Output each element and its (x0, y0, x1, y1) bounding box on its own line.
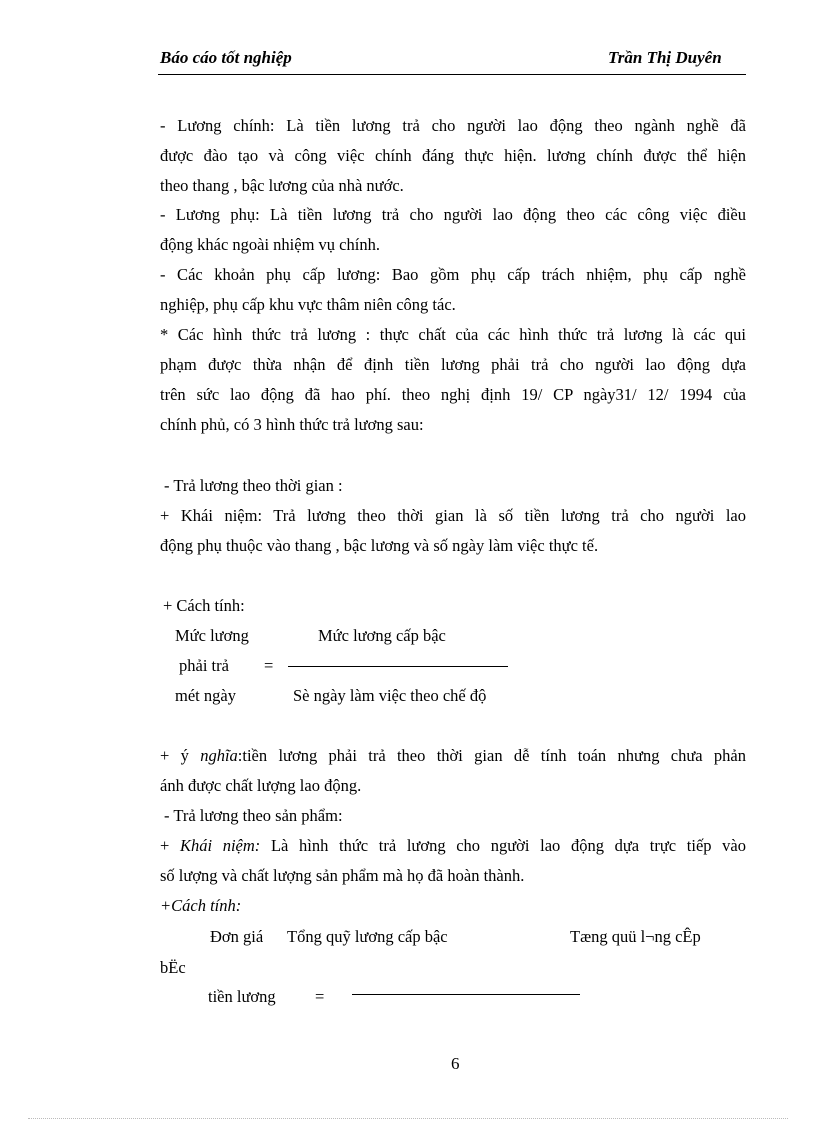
paragraph-line: động khác ngoài nhiệm vụ chính. (160, 235, 380, 254)
formula2-fraction-bar (352, 994, 580, 995)
definition-label: Khái niệm: (179, 836, 261, 855)
paragraph-line: số lượng và chất lượng sản phẩm mà họ đã hoàn thành. (160, 866, 525, 885)
meaning-prefix: + ý (160, 746, 201, 765)
header-divider (158, 74, 746, 75)
formula1-lhs-line2: phải trả (179, 656, 229, 675)
page-bottom-border (28, 1118, 788, 1119)
formula2-lhs-line1: Đơn giá (210, 927, 264, 946)
paragraph-line: chính phủ, có 3 hình thức trả lương sau: (160, 415, 424, 434)
formula2-numerator: Tổng quỹ lương cấp bậc (287, 927, 448, 946)
formula1-denominator: Sè ngày làm việc theo chế độ (293, 686, 487, 705)
calc-heading: + Cách tính: (163, 596, 245, 615)
paragraph-line: - Lương phụ: Là tiền lương trả cho người lao động theo các công việc điều (160, 205, 746, 224)
paragraph-line: phạm được thừa nhận để định tiền lương phải trả cho người lao động dựa (160, 355, 746, 374)
header-title: Báo cáo tốt nghiệp (160, 48, 292, 67)
formula2-garbled-text: Tæng quü l¬ng cÊp (570, 927, 701, 946)
paragraph-line: * Các hình thức trả lương : thực chất của các hình thức trả lương là các qui (160, 325, 746, 344)
paragraph-line: được đào tạo và công việc chính đáng thực hiện. lương chính được thể hiện (160, 146, 746, 165)
paragraph-line (160, 746, 746, 766)
paragraph-line: + Khái niệm: Trả lương theo thời gian là số tiền lương trả cho người lao (160, 506, 746, 525)
formula2-equals: = (315, 987, 325, 1006)
paragraph-line: theo thang , bậc lương của nhà nước. (160, 176, 404, 195)
paragraph-line: trên sức lao động đã hao phí. theo nghị định 19/ CP ngày31/ 12/ 1994 của (160, 385, 746, 404)
paragraph-line: nghiệp, phụ cấp khu vực thâm niên công tác. (160, 295, 456, 314)
paragraph-line: ánh được chất lượng lao động. (160, 776, 362, 795)
paragraph-line: - Lương chính: Là tiền lương trả cho người lao động theo ngành nghề đã (160, 116, 746, 135)
page-number: 6 (451, 1054, 460, 1073)
formula1-numerator: Mức lương cấp bậc (318, 626, 446, 645)
header-author: Trần Thị Duyên (608, 48, 722, 67)
section-title-product-wage: - Trả lương theo sản phẩm: (164, 806, 343, 825)
formula1-lhs-line1: Mức lương (175, 626, 249, 645)
paragraph-line: động phụ thuộc vào thang , bậc lương và số ngày làm việc thực tế. (160, 536, 599, 555)
paragraph-line: - Các khoản phụ cấp lương: Bao gồm phụ cấp trách nhiệm, phụ cấp nghề (160, 265, 746, 284)
calc-heading-2: +Cách tính: (160, 896, 242, 915)
formula1-equals: = (264, 656, 274, 675)
formula2-garbled-continuation: bËc (160, 958, 186, 977)
paragraph-line (160, 836, 746, 856)
formula1-fraction-bar (288, 666, 508, 667)
definition-text: Là hình thức trả lương cho người lao động dựa trực tiếp vào (260, 836, 746, 855)
formula1-lhs-line3: mét ngày (175, 686, 236, 705)
meaning-text: :tiền lương phải trả theo thời gian dễ tính toán nhưng chưa phản (237, 746, 746, 765)
formula2-lhs-line2: tiền lương (208, 987, 276, 1006)
meaning-label: nghĩa (200, 746, 238, 765)
definition-prefix: + (160, 836, 180, 855)
section-title-time-wage: - Trả lương theo thời gian : (164, 476, 343, 495)
